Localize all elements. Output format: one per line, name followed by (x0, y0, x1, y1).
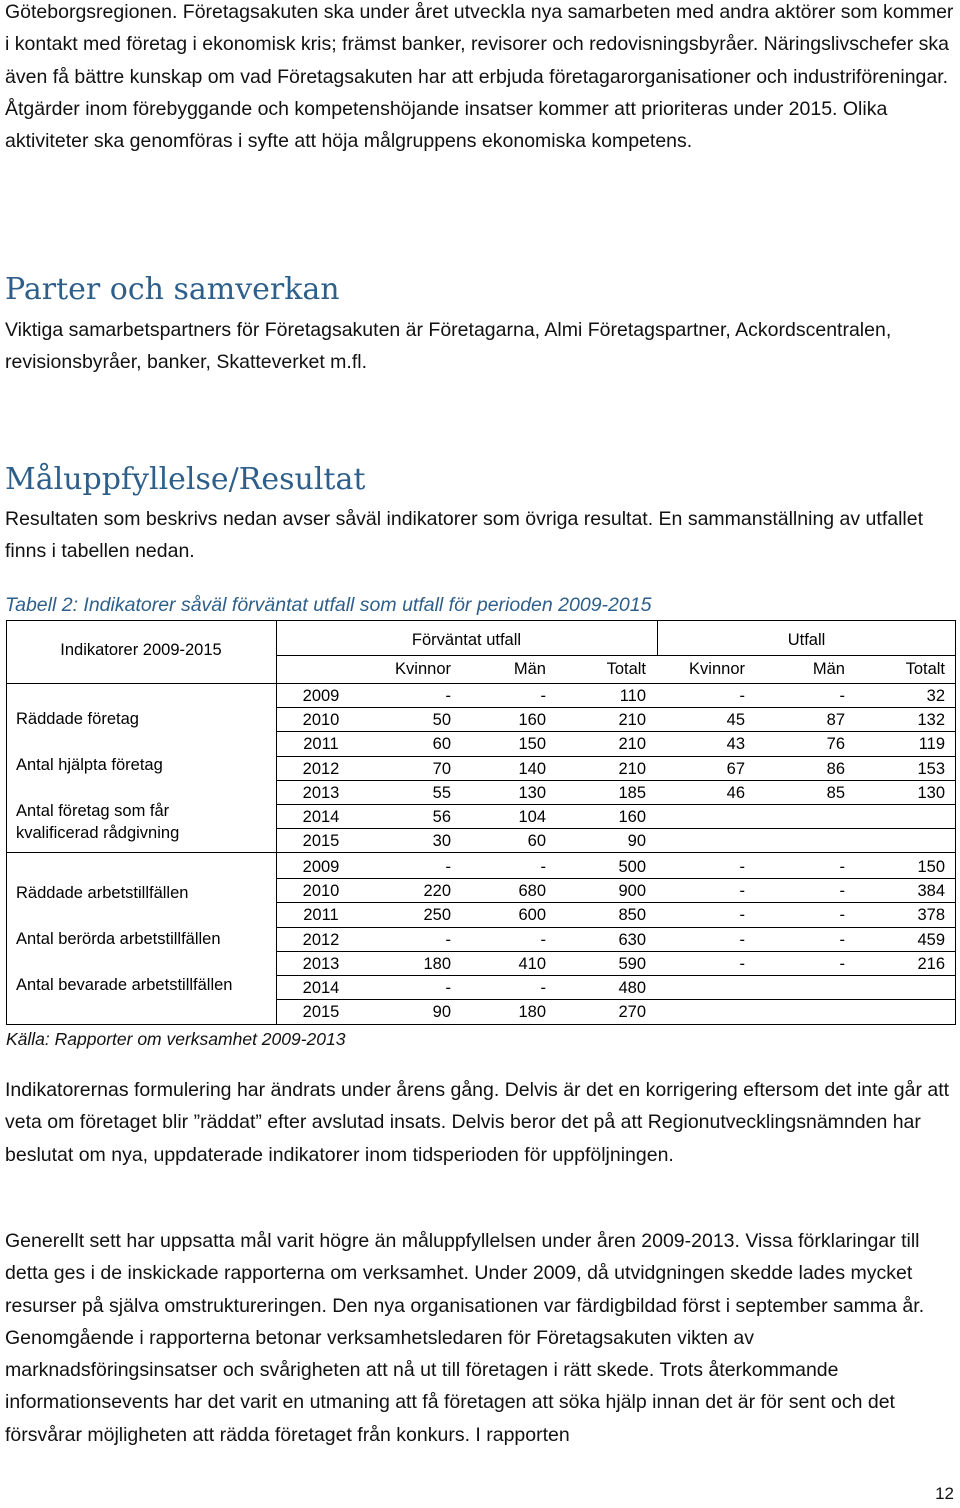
table-cell: - (739, 882, 745, 900)
table-cell: 160 (518, 711, 546, 729)
table-cell-year: 2010 (302, 882, 340, 900)
indicator-label: Antal företag som får kvalificerad rådgivning (16, 802, 180, 842)
table-cell (875, 829, 945, 853)
table-cell-year: 2010 (302, 711, 340, 729)
paragraph-general: Generellt sett har uppsatta mål varit högre än måluppfyllelsen under åren 2009-2013. Vissa förklaringar till detta ges i de inskickade rapporterna om verksamhet. Under 2009, då utvidgningen skedde lades mycket resurser på själva omstruktureringen. Den nya organisationen var färdigbildad först i september samma år. Genomgående i rapporterna betonar verksamhetsledaren för Företagsakuten vikten av marknadsföringsinsatser och svårigheten att nå ut till företagen i rätt skede. Trots återkommande informationsevents har det varit en utmaning att få företagen att söka hjälp innan det är för sent och det försvårar möjligheten att rädda företaget från konkurs. I rapporten (5, 1230, 925, 1446)
indicator-label: Räddade företag (16, 710, 139, 728)
table-cell (785, 829, 845, 853)
table-cell: - (839, 906, 845, 924)
table-cell-year: 2015 (302, 832, 340, 850)
table-cell-year: 2014 (302, 808, 340, 826)
table-cell: - (839, 858, 845, 876)
heading-parter-och-samverkan: Parter och samverkan (5, 272, 340, 307)
table-cell: 130 (917, 784, 945, 802)
table-cell: 132 (917, 711, 945, 729)
table-cell: - (739, 687, 745, 705)
indicator-label: Antal berörda arbetstillfällen (16, 930, 221, 948)
table-cell: - (540, 979, 546, 997)
table-cell: 680 (518, 882, 546, 900)
table-cell (675, 805, 745, 829)
table-cell: 45 (726, 711, 745, 729)
grid-line (657, 620, 658, 656)
table-cell: - (739, 906, 745, 924)
table-cell: - (445, 687, 451, 705)
table-cell: - (739, 931, 745, 949)
table-cell: - (445, 931, 451, 949)
table-cell: 378 (917, 906, 945, 924)
table-cell (785, 976, 845, 1000)
table-cell: 55 (432, 784, 451, 802)
table-caption: Tabell 2: Indikatorer såväl förväntat utfall som utfall för perioden 2009-2015 (5, 594, 652, 616)
table-cell: 150 (917, 858, 945, 876)
indicator-table (6, 620, 956, 1025)
table-cell: 630 (618, 931, 646, 949)
grid-line (6, 1024, 956, 1025)
table-cell: 216 (917, 955, 945, 973)
table-cell-year: 2013 (302, 784, 340, 802)
table-cell-year: 2012 (302, 760, 340, 778)
indicator-label: Antal bevarade arbetstillfällen (16, 976, 233, 994)
table-cell: - (540, 931, 546, 949)
table-cell: 270 (618, 1003, 646, 1021)
table-cell: 32 (926, 687, 945, 705)
table-cell: 900 (618, 882, 646, 900)
col-header-kvinnor-expected: Kvinnor (395, 660, 451, 678)
grid-line (6, 620, 7, 1025)
table-cell: - (839, 882, 845, 900)
indicator-label: Antal hjälpta företag (16, 756, 163, 774)
table-cell-year: 2013 (302, 955, 340, 973)
paragraph-partners: Viktiga samarbetspartners för Företagsakuten är Företagarna, Almi Företagspartner, Ackordscentralen, revisionsbyråer, banker, Skatteverket m.fl. (5, 319, 892, 374)
table-cell (785, 1000, 845, 1024)
table-cell: 850 (618, 906, 646, 924)
col-header-man-actual: Män (812, 660, 845, 678)
table-cell: 110 (619, 687, 646, 705)
table-cell (875, 1000, 945, 1024)
table-cell-year: 2011 (303, 906, 339, 924)
table-cell: - (739, 955, 745, 973)
table-cell: 459 (917, 931, 945, 949)
table-cell-year: 2012 (302, 931, 340, 949)
table-cell: - (839, 955, 845, 973)
table-cell: 85 (826, 784, 845, 802)
table-cell: 119 (918, 735, 945, 753)
table-cell (875, 976, 945, 1000)
paragraph-intro: Göteborgsregionen. Företagsakuten ska under året utveckla nya samarbeten med andra aktörer som kommer i kontakt med företag i ekonomisk kris; främst banker, revisorer och redovisningsbyråer. Näringslivschefer ska även få bättre kunskap om vad Företagsakuten har att erbjuda företagarorganisationer och industriföreningar. Åtgärder inom förebyggande och kompetenshöjande insatser kommer att prioriteras under 2015. Olika aktiviteter ska genomföras i syfte att höja målgruppens ekonomiska kompetens. (5, 1, 954, 153)
table-cell-year: 2014 (302, 979, 340, 997)
table-cell: 90 (432, 1003, 451, 1021)
table-cell: 185 (618, 784, 646, 802)
grid-line (276, 655, 956, 656)
table-cell: 384 (917, 882, 945, 900)
indicator-label: Räddade arbetstillfällen (16, 884, 189, 902)
table-cell: 210 (618, 711, 646, 729)
table-cell: 30 (432, 832, 451, 850)
table-cell: - (445, 979, 451, 997)
col-header-totalt-expected: Totalt (606, 660, 646, 678)
table-cell: 500 (618, 858, 646, 876)
table-cell (675, 976, 745, 1000)
table-cell: 180 (518, 1003, 546, 1021)
table-cell: - (839, 931, 845, 949)
table-cell: - (445, 858, 451, 876)
table-cell: - (540, 687, 546, 705)
table-cell: 153 (917, 760, 945, 778)
table-cell: 150 (518, 735, 546, 753)
table-cell: 410 (518, 955, 546, 973)
table-cell: - (739, 858, 745, 876)
table-cell: 86 (826, 760, 845, 778)
table-cell: 50 (432, 711, 451, 729)
col-header-man-expected: Män (513, 660, 546, 678)
table-cell: 67 (726, 760, 745, 778)
table-cell: 180 (423, 955, 451, 973)
table-cell: - (839, 687, 845, 705)
table-cell: 56 (432, 808, 451, 826)
table-cell: 210 (618, 760, 646, 778)
table-cell (785, 805, 845, 829)
page-number: 12 (935, 1484, 954, 1503)
grid-line (955, 620, 956, 1025)
table-cell: 70 (432, 760, 451, 778)
group-header-expected: Förväntat utfall (411, 631, 522, 649)
table-cell: 76 (826, 735, 845, 753)
table-cell: 160 (618, 808, 646, 826)
group-header-actual: Utfall (787, 631, 826, 649)
table-cell-year: 2015 (302, 1003, 340, 1021)
table-cell: - (540, 858, 546, 876)
table-cell (675, 1000, 745, 1024)
table-cell: 46 (726, 784, 745, 802)
table-cell: 600 (518, 906, 546, 924)
table-cell (875, 805, 945, 829)
table-cell-year: 2011 (303, 735, 339, 753)
table-cell: 250 (423, 906, 451, 924)
table-cell: 104 (518, 808, 546, 826)
table-cell: 220 (423, 882, 451, 900)
table-cell-year: 2009 (302, 858, 340, 876)
table-cell: 210 (618, 735, 646, 753)
table-cell: 480 (618, 979, 646, 997)
table-source: Källa: Rapporter om verksamhet 2009-2013 (6, 1029, 346, 1049)
table-cell: 90 (627, 832, 646, 850)
grid-line (6, 620, 956, 621)
table-cell: 60 (432, 735, 451, 753)
table-cell: 590 (618, 955, 646, 973)
table-cell: 87 (826, 711, 845, 729)
table-cell: 130 (518, 784, 546, 802)
table-cell: 140 (518, 760, 546, 778)
paragraph-indicators: Indikatorernas formulering har ändrats under årens gång. Delvis är det en korrigering eftersom det inte går att veta om företaget blir ”räddat” efter avslutad insats. Delvis beror det på att Regionutvecklingsnämnden har beslutat om nya, uppdaterade indikatorer inom tidsperioden för uppföljningen. (5, 1079, 950, 1166)
table-cell: 43 (726, 735, 745, 753)
col-header-totalt-actual: Totalt (905, 660, 945, 678)
heading-maluppfyllelse-resultat: Måluppfyllelse/Resultat (5, 462, 366, 497)
col-header-kvinnor-actual: Kvinnor (689, 660, 745, 678)
table-corner-label: Indikatorer 2009-2015 (60, 641, 222, 659)
table-cell: 60 (527, 832, 546, 850)
table-cell (675, 829, 745, 853)
table-cell-year: 2009 (302, 687, 340, 705)
paragraph-results: Resultaten som beskrivs nedan avser såväl indikatorer som övriga resultat. En sammanställning av utfallet finns i tabellen nedan. (5, 508, 924, 563)
